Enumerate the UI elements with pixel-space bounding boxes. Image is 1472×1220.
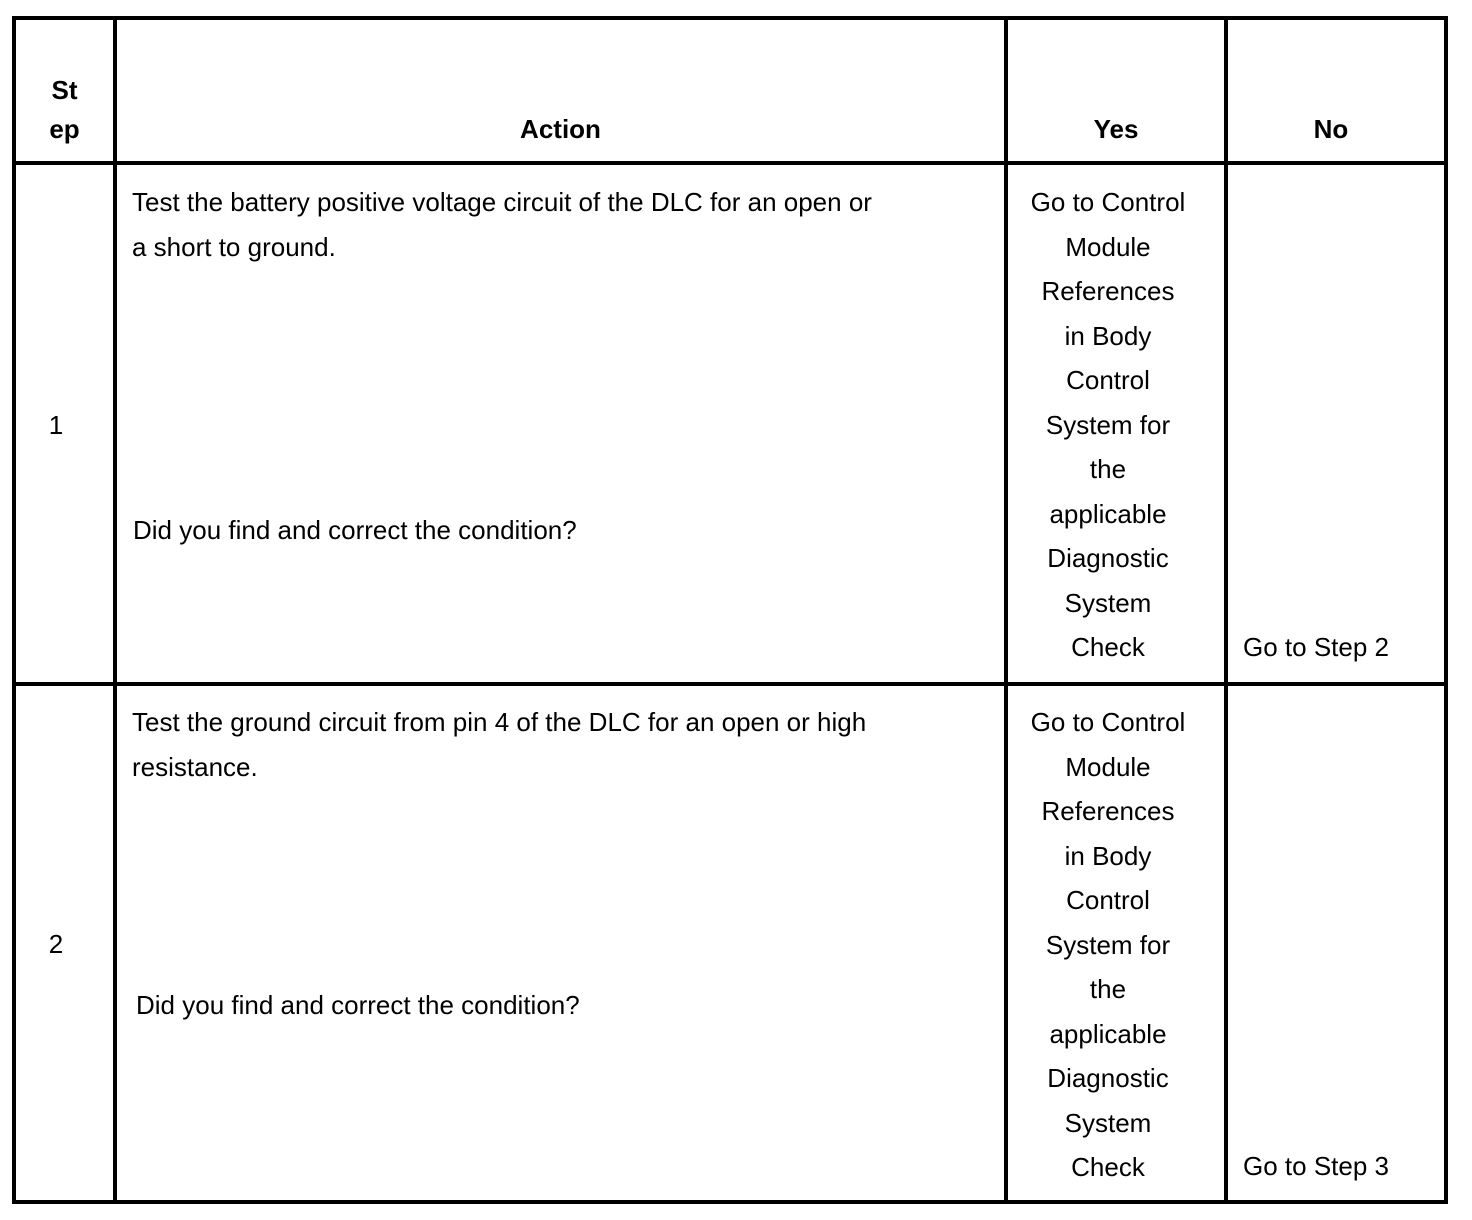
row-divider xyxy=(12,161,1448,165)
action-text: Test the battery positive voltage circuit of the DLC for an open or xyxy=(132,187,872,217)
header-yes: Yes xyxy=(1093,114,1139,144)
header-step: St ep xyxy=(49,75,80,144)
yes-result: Go to Control Module References in Body Control System for the applicable Diagnostic System Check xyxy=(1030,707,1186,1182)
yes-result: Go to Control Module References in Body Control System for the applicable Diagnostic System Check xyxy=(1030,187,1186,662)
action-text: Test the ground circuit from pin 4 of the DLC for an open or high xyxy=(132,707,867,737)
action-text: resistance. xyxy=(132,752,258,782)
row-divider xyxy=(12,682,1448,686)
column-divider xyxy=(1224,16,1228,1204)
no-result: Go to Step 2 xyxy=(1243,632,1389,662)
step-number: 2 xyxy=(48,929,64,959)
step-number: 1 xyxy=(48,410,64,440)
header-no: No xyxy=(1313,114,1349,144)
header-action: Action xyxy=(520,114,601,144)
action-question: Did you find and correct the condition? xyxy=(136,990,580,1020)
action-text: a short to ground. xyxy=(132,232,336,262)
no-result: Go to Step 3 xyxy=(1243,1151,1389,1181)
column-divider xyxy=(113,16,117,1204)
action-question: Did you find and correct the condition? xyxy=(133,515,577,545)
